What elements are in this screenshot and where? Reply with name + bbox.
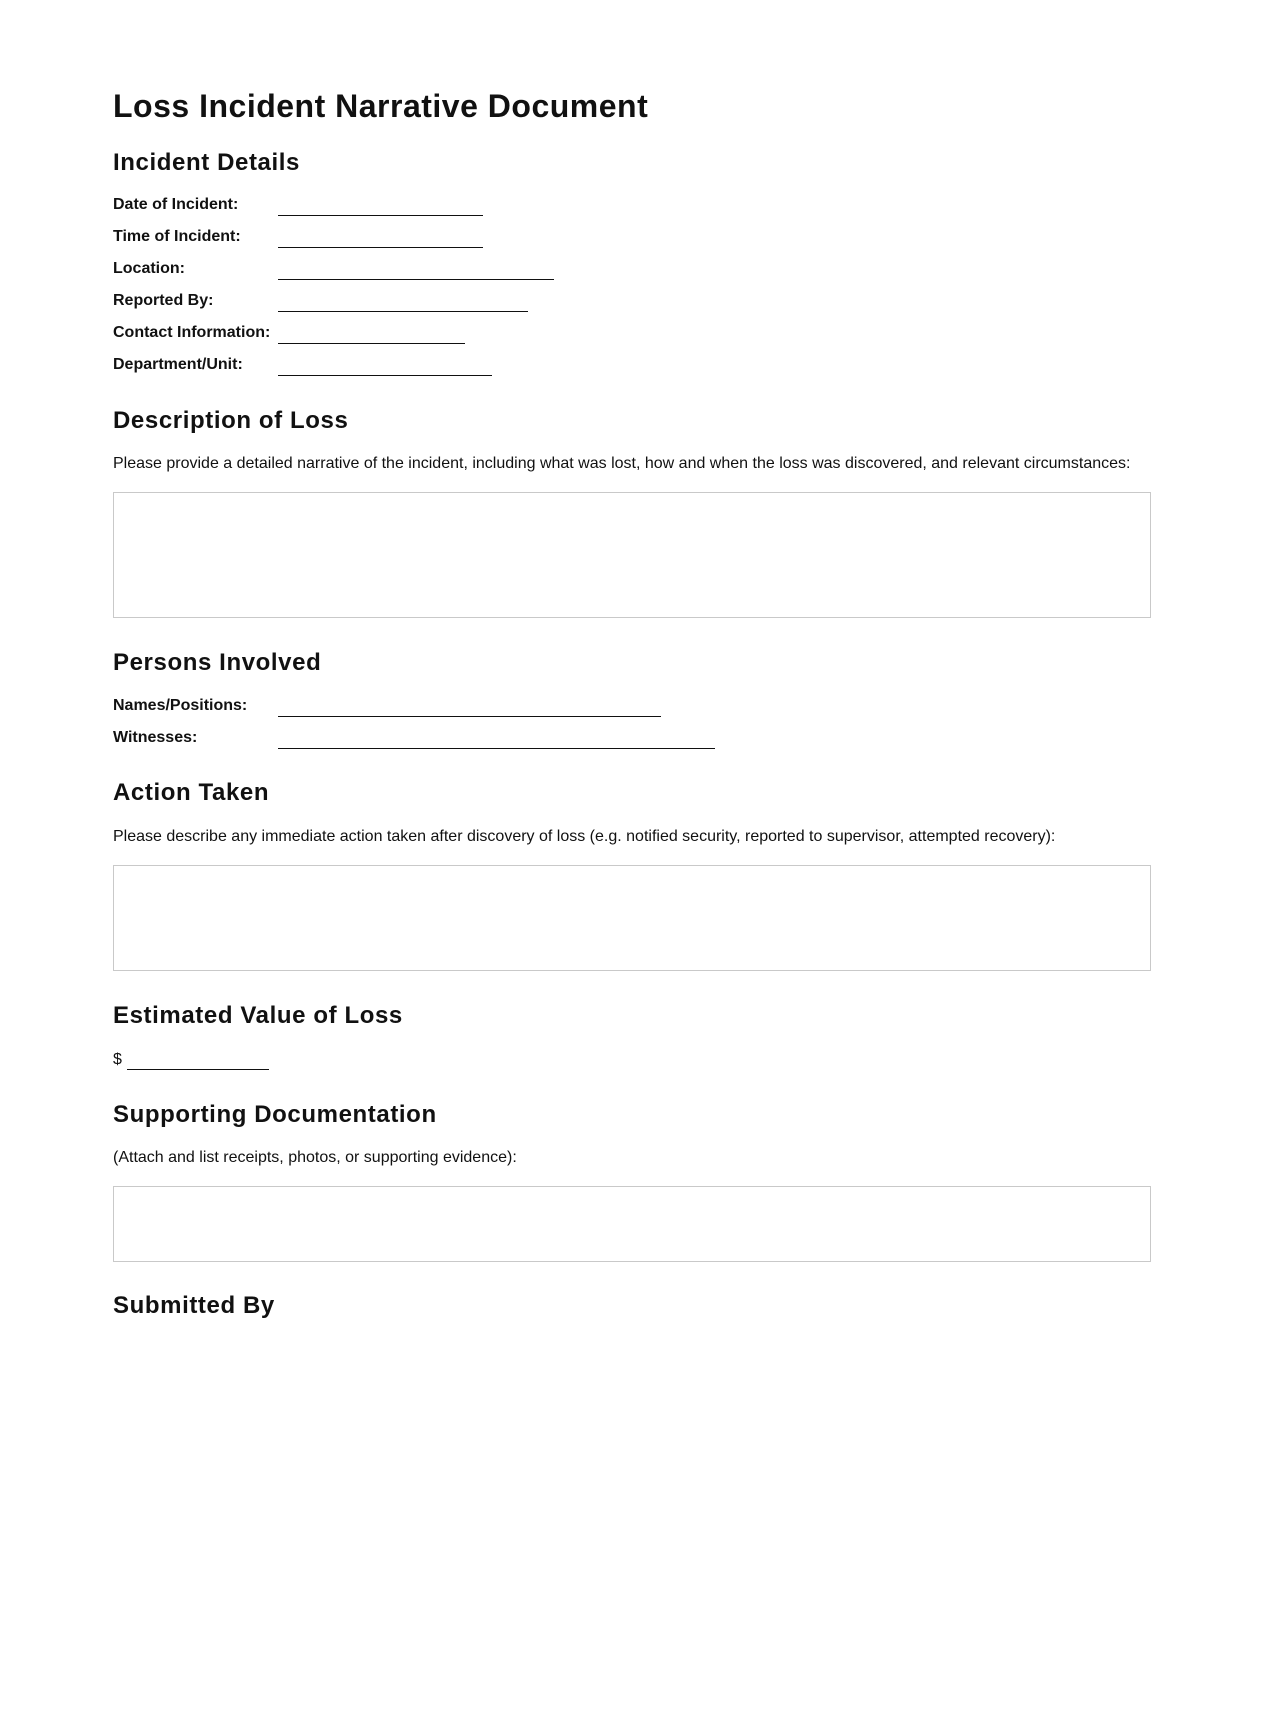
date-of-incident-label: Date of Incident: bbox=[113, 196, 239, 213]
action-taken-textbox[interactable] bbox=[113, 865, 1151, 971]
reported-by-label: Reported By: bbox=[113, 292, 214, 309]
location-field[interactable] bbox=[278, 279, 554, 280]
contact-information-row bbox=[113, 324, 1013, 346]
department-unit-field[interactable] bbox=[278, 375, 492, 376]
estimated-value-heading: Estimated Value of Loss bbox=[113, 1002, 403, 1029]
contact-information-field[interactable] bbox=[278, 343, 465, 344]
contact-information-label: Contact Information: bbox=[113, 324, 271, 341]
action-taken-instructions: Please describe any immediate action taken after discovery of loss (e.g. notified security, reported to supervisor, attempted recovery): bbox=[113, 828, 1056, 845]
date-of-incident-field[interactable] bbox=[278, 215, 483, 216]
supporting-documentation-heading: Supporting Documentation bbox=[113, 1101, 437, 1128]
estimated-value-field[interactable] bbox=[127, 1069, 269, 1070]
supporting-documentation-textbox[interactable] bbox=[113, 1186, 1151, 1262]
location-label: Location: bbox=[113, 260, 185, 277]
time-of-incident-field[interactable] bbox=[278, 247, 483, 248]
time-of-incident-label: Time of Incident: bbox=[113, 228, 241, 245]
department-unit-row bbox=[113, 356, 1013, 378]
names-positions-field[interactable] bbox=[278, 716, 661, 717]
description-of-loss-heading: Description of Loss bbox=[113, 407, 349, 434]
names-positions-row bbox=[113, 697, 1013, 719]
action-taken-heading: Action Taken bbox=[113, 779, 270, 806]
page-title: Loss Incident Narrative Document bbox=[113, 88, 649, 124]
reported-by-field[interactable] bbox=[278, 311, 528, 312]
witnesses-field[interactable] bbox=[278, 748, 715, 749]
description-of-loss-textbox[interactable] bbox=[113, 492, 1151, 618]
witnesses-label: Witnesses: bbox=[113, 729, 198, 746]
incident-details-heading: Incident Details bbox=[113, 149, 300, 176]
submitted-by-heading: Submitted By bbox=[113, 1292, 275, 1319]
document-page bbox=[113, 0, 1153, 1319]
time-of-incident-row bbox=[113, 228, 1013, 250]
location-row bbox=[113, 260, 1013, 282]
department-unit-label: Department/Unit: bbox=[113, 356, 243, 373]
description-of-loss-instructions: Please provide a detailed narrative of the incident, including what was lost, how and when the loss was discovered, and relevant circumstances: bbox=[113, 455, 1131, 472]
supporting-documentation-instructions: (Attach and list receipts, photos, or supporting evidence): bbox=[113, 1149, 517, 1166]
reported-by-row bbox=[113, 292, 1013, 314]
names-positions-label: Names/Positions: bbox=[113, 697, 248, 714]
persons-involved-heading: Persons Involved bbox=[113, 649, 322, 676]
date-of-incident-row bbox=[113, 196, 1013, 218]
witnesses-row bbox=[113, 729, 1013, 751]
currency-symbol: $ bbox=[113, 1051, 122, 1068]
